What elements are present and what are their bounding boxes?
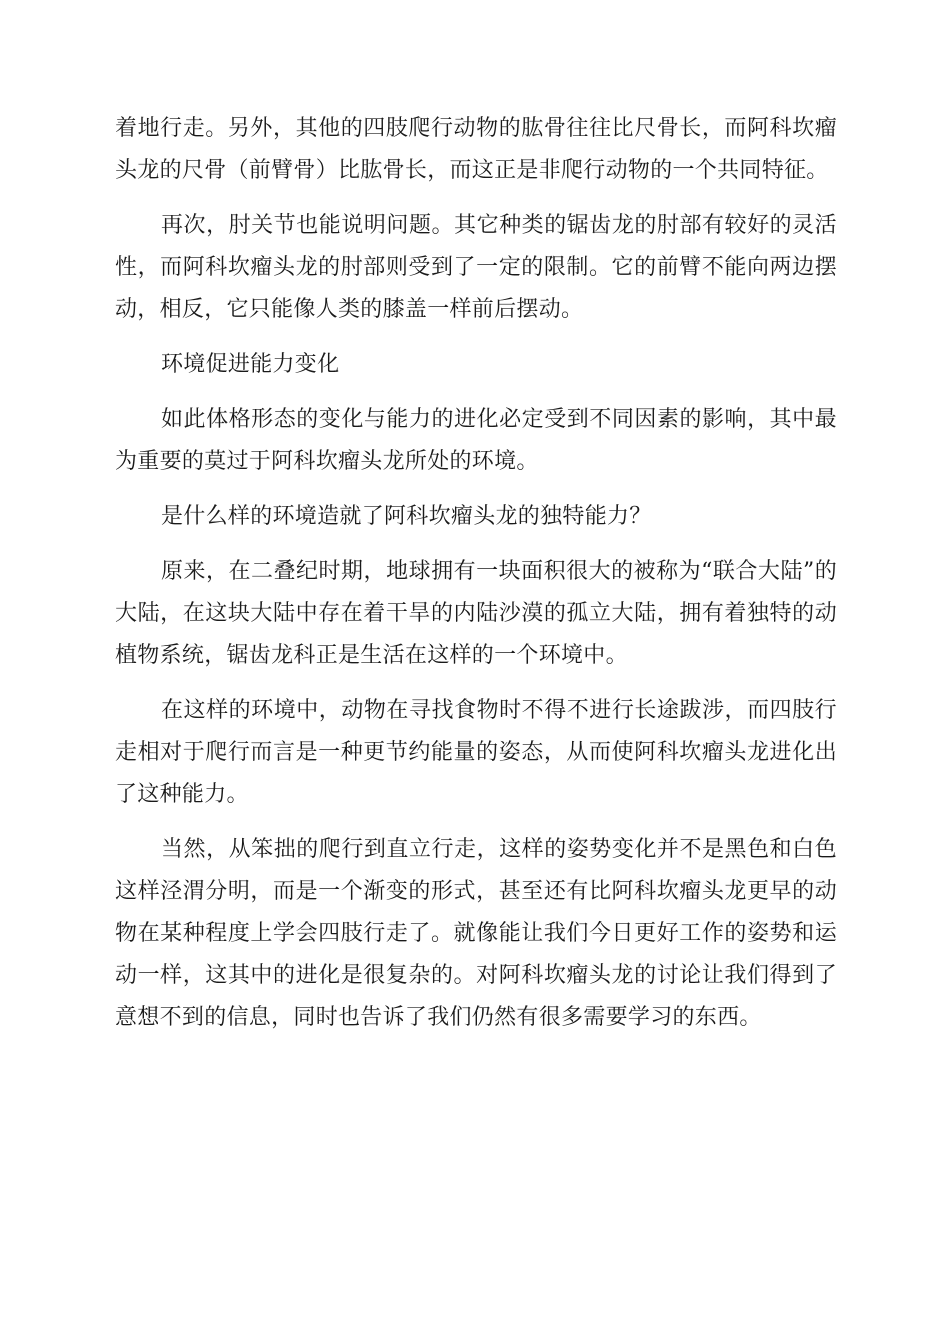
- paragraph-pangaea: 原来，在二叠纪时期，地球拥有一块面积很大的被称为“联合大陆”的大陆，在这块大陆中存在着干旱的内陆沙漠的孤立大陆，拥有着独特的动植物系统，锯齿龙科正是生活在这样的一个环境中。: [115, 559, 837, 668]
- paragraph-elbow-joint: 再次，肘关节也能说明问题。其它种类的锯齿龙的肘部有较好的灵活性，而阿科坎瘤头龙的肘部则受到了一定的限制。它的前臂不能向两边摆动，相反，它只能像人类的膝盖一样前后摆动。: [115, 213, 837, 322]
- paragraph-long-distance-walking: 在这样的环境中，动物在寻找食物时不得不进行长途跋涉，而四肢行走相对于爬行而言是一种更节约能量的姿态，从而使阿科坎瘤头龙进化出了这种能力。: [115, 698, 837, 807]
- paragraph-conclusion: 当然，从笨拙的爬行到直立行走，这样的姿势变化并不是黑色和白色这样泾渭分明，而是一个渐变的形式，甚至还有比阿科坎瘤头龙更早的动物在某种程度上学会四肢行走了。就像能让我们今日更好工作的姿势和运动一样，这其中的进化是很复杂的。对阿科坎瘤头龙的讨论让我们得到了意想不到的信息，同时也告诉了我们仍然有很多需要学习的东西。: [115, 837, 837, 1030]
- paragraph-environment-influence: 如此体格形态的变化与能力的进化必定受到不同因素的影响，其中最为重要的莫过于阿科坎瘤头龙所处的环境。: [115, 407, 837, 474]
- paragraph-question: 是什么样的环境造就了阿科坎瘤头龙的独特能力？: [161, 504, 652, 529]
- section-heading: 环境促进能力变化: [161, 352, 340, 377]
- document-body: [115, 108, 837, 1052]
- paragraph-continued: 着地行走。另外，其他的四肢爬行动物的肱骨往往比尺骨长，而阿科坎瘤头龙的尺骨（前臂骨）比肱骨长，而这正是非爬行动物的一个共同特征。: [115, 116, 837, 183]
